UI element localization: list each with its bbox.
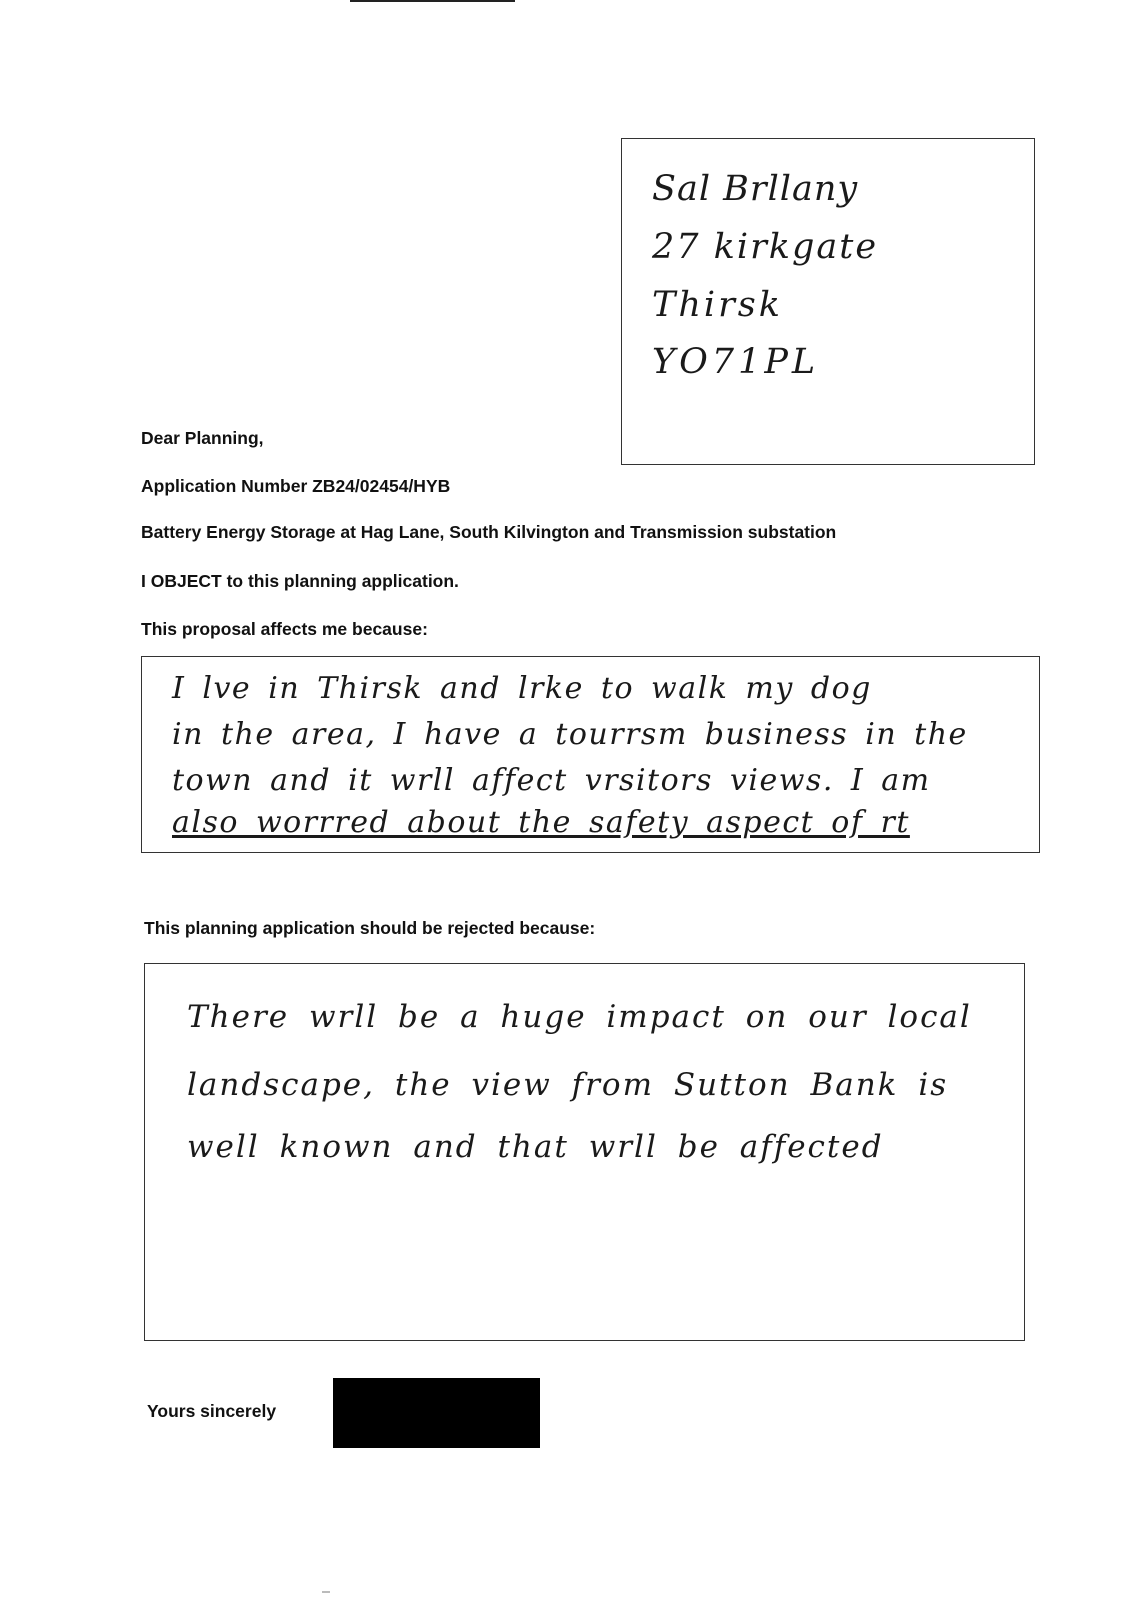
sender-postcode: YO71PL xyxy=(652,342,820,382)
affects-response-box xyxy=(141,656,1040,853)
rejected-heading: This planning application should be rejected because: xyxy=(144,918,596,938)
affects-line-1: I lve in Thirsk and lrke to walk my dog xyxy=(172,671,872,706)
affects-heading: This proposal affects me because: xyxy=(141,619,428,639)
affects-line-4: also worrred about the safety aspect of rt xyxy=(172,805,910,840)
sender-name: Sal Brllany xyxy=(652,169,859,209)
rejected-line-2: landscape, the view from Sutton Bank is xyxy=(187,1067,949,1103)
application-subject: Battery Energy Storage at Hag Lane, South Kilvington and Transmission substation xyxy=(141,522,837,542)
salutation: Dear Planning, xyxy=(141,428,264,448)
rejected-line-1: There wrll be a huge impact on our local xyxy=(187,999,972,1035)
application-number: Application Number ZB24/02454/HYB xyxy=(141,476,451,496)
sender-street: 27 kirkgate xyxy=(652,227,879,267)
sender-address-box xyxy=(621,138,1035,465)
scan-edge-mark-bottom xyxy=(322,1591,330,1593)
rejected-response-box xyxy=(144,963,1025,1341)
sign-off: Yours sincerely xyxy=(147,1401,277,1421)
affects-line-3: town and it wrll affect vrsitors views. I am xyxy=(172,763,931,798)
rejected-line-3: well known and that wrll be affected xyxy=(187,1129,884,1165)
affects-line-2: in the area, I have a tourrsm business in the xyxy=(172,717,968,752)
scan-edge-mark xyxy=(350,0,515,2)
redacted-signature xyxy=(333,1378,540,1448)
sender-town: Thirsk xyxy=(652,285,783,325)
objection-statement: I OBJECT to this planning application. xyxy=(141,571,459,591)
